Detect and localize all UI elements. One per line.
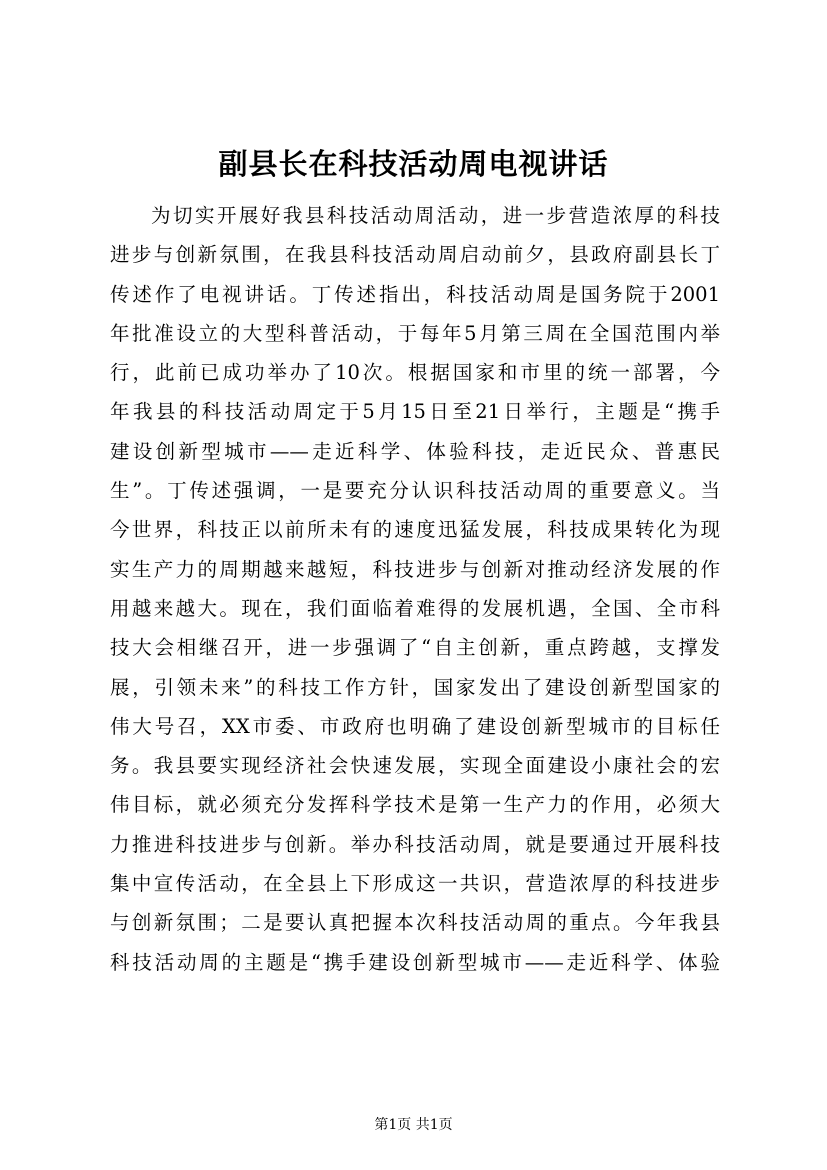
document-body: [110, 196, 720, 982]
page-number-footer: 第1页 共1页: [374, 1117, 453, 1133]
body-line: 实生产力的周期越来越短，科技进步与创新对推动经济发展的作: [110, 557, 720, 581]
document-title: 副县长在科技活动周电视讲话: [218, 147, 609, 181]
body-line: 力推进科技进步与创新。举办科技活动周，就是要通过开展科技: [110, 832, 720, 856]
body-line: 科技活动周的主题是“携手建设创新型城市——走近科学、体验: [110, 950, 720, 974]
body-line: 伟目标，就必须充分发挥科学技术是第一生产力的作用，必须大: [110, 793, 720, 817]
body-line: 展，引领未来”的科技工作方针，国家发出了建设创新型国家的: [110, 675, 720, 699]
body-line: 集中宣传活动，在全县上下形成这一共识，营造浓厚的科技进步: [110, 872, 720, 896]
body-line: 务。我县要实现经济社会快速发展，实现全面建设小康社会的宏: [110, 754, 720, 778]
body-line: 与创新氛围；二是要认真把握本次科技活动周的重点。今年我县: [110, 911, 720, 935]
body-line: 传述作了电视讲话。丁传述指出，科技活动周是国务院于2001: [110, 282, 720, 306]
body-line: 年批准设立的大型科普活动，于每年5月第三周在全国范围内举: [110, 321, 720, 345]
body-line: 用越来越大。现在，我们面临着难得的发展机遇，全国、全市科: [110, 596, 720, 620]
body-line: 行，此前已成功举办了10次。根据国家和市里的统一部署，今: [110, 361, 720, 385]
body-line: 年我县的科技活动周定于5月15日至21日举行，主题是“携手: [110, 400, 720, 424]
body-line: 建设创新型城市——走近科学、体验科技，走近民众、普惠民: [110, 439, 720, 463]
body-line: 技大会相继召开，进一步强调了“自主创新，重点跨越，支撑发: [110, 636, 720, 660]
body-line: 今世界，科技正以前所未有的速度迅猛发展，科技成果转化为现: [110, 518, 720, 542]
body-line: 伟大号召，XX市委、市政府也明确了建设创新型城市的目标任: [110, 714, 720, 738]
body-line: 生”。丁传述强调，一是要充分认识科技活动周的重要意义。当: [110, 479, 720, 503]
body-line: 进步与创新氛围，在我县科技活动周启动前夕，县政府副县长丁: [110, 243, 720, 267]
body-line: 为切实开展好我县科技活动周活动，进一步营造浓厚的科技: [151, 204, 720, 227]
